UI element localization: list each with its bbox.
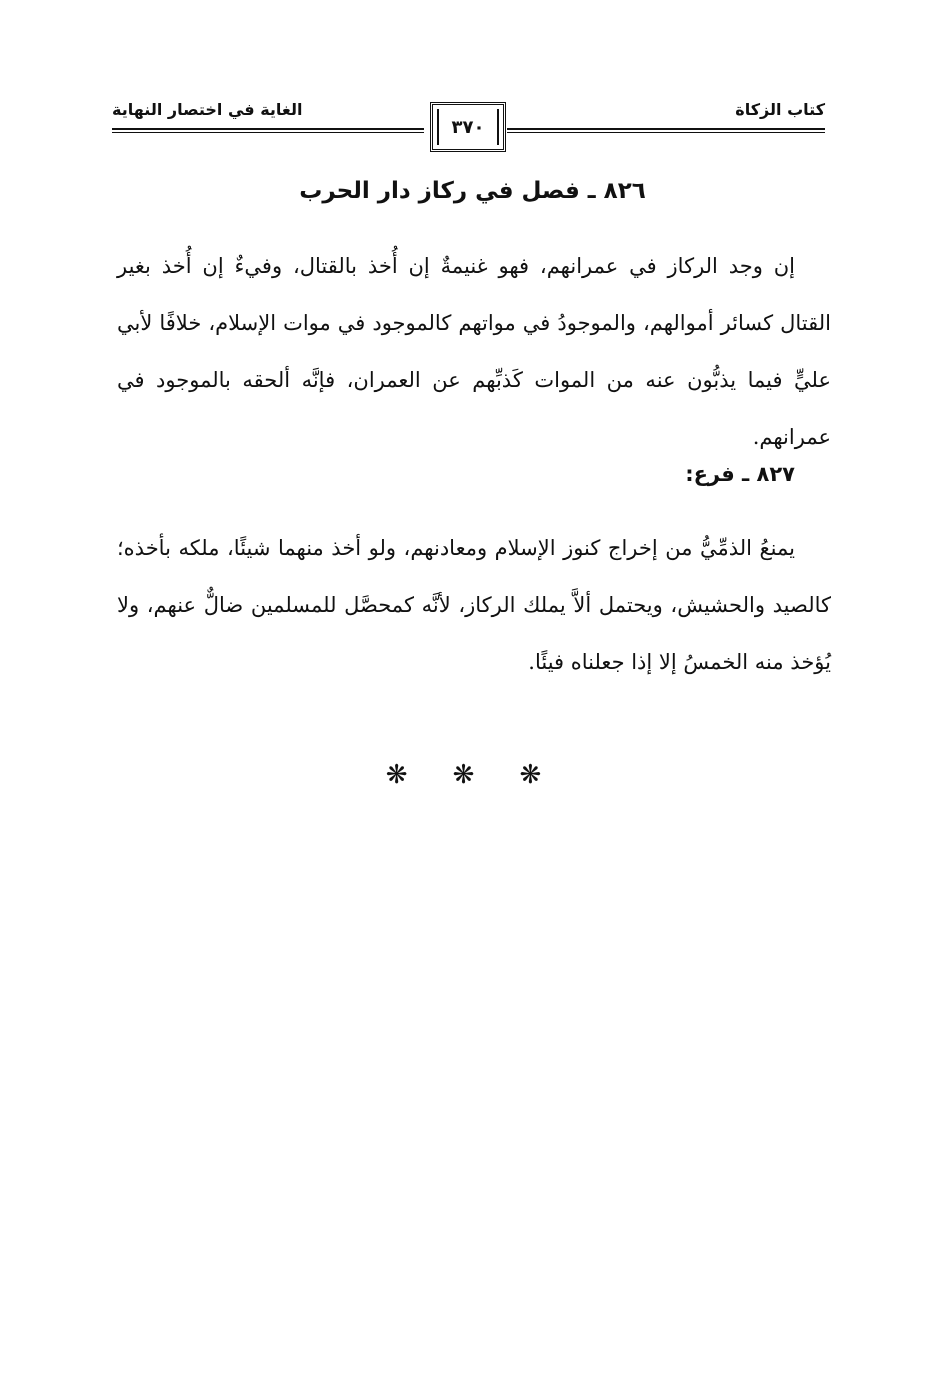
section-paragraph bbox=[117, 238, 831, 466]
page-number: ٣٧٠ bbox=[451, 116, 485, 138]
section-separator-stars: ❋ ❋ ❋ bbox=[385, 760, 560, 790]
header-rule-right bbox=[507, 128, 825, 133]
chapter-title: كتاب الزكاة bbox=[735, 100, 825, 119]
branch-paragraph bbox=[117, 520, 831, 691]
page-number-box bbox=[430, 102, 506, 152]
paragraph-text: يمنعُ الذمِّيُّ من إخراج كنوز الإسلام ومعادنهم، ولو أخذ منهما شيئًا، ملكه بأخذه؛ كالصيد والحشيش، ويحتمل ألاَّ يملك الركاز، لأنَّه كمحصَّل للمسلمين ضالٌّ عنهم، ولا يُؤخذ منه الخمسُ إلا إذا جعلناه فيئًا. bbox=[117, 536, 831, 674]
header-rule-left bbox=[112, 128, 424, 133]
branch-heading: ٨٢٧ ـ فرع: bbox=[685, 462, 795, 486]
page-header bbox=[112, 96, 825, 156]
paragraph-text: إن وجد الركاز في عمرانهم، فهو غنيمةٌ إن أُخذ بالقتال، وفيءٌ إن أُخذ بغير القتال كسائر أموالهم، والموجودُ في مواتهم كالموجود في موات الإسلام، خلافًا لأبي عليٍّ فيما يذبُّون عنه من الموات كَذبِّهم عن العمران، فإنَّه ألحقه بالموجود في عمرانهم. bbox=[117, 254, 831, 449]
section-heading: ٨٢٦ ـ فصل في ركاز دار الحرب bbox=[299, 178, 646, 204]
book-title: الغاية في اختصار النهاية bbox=[112, 100, 303, 119]
